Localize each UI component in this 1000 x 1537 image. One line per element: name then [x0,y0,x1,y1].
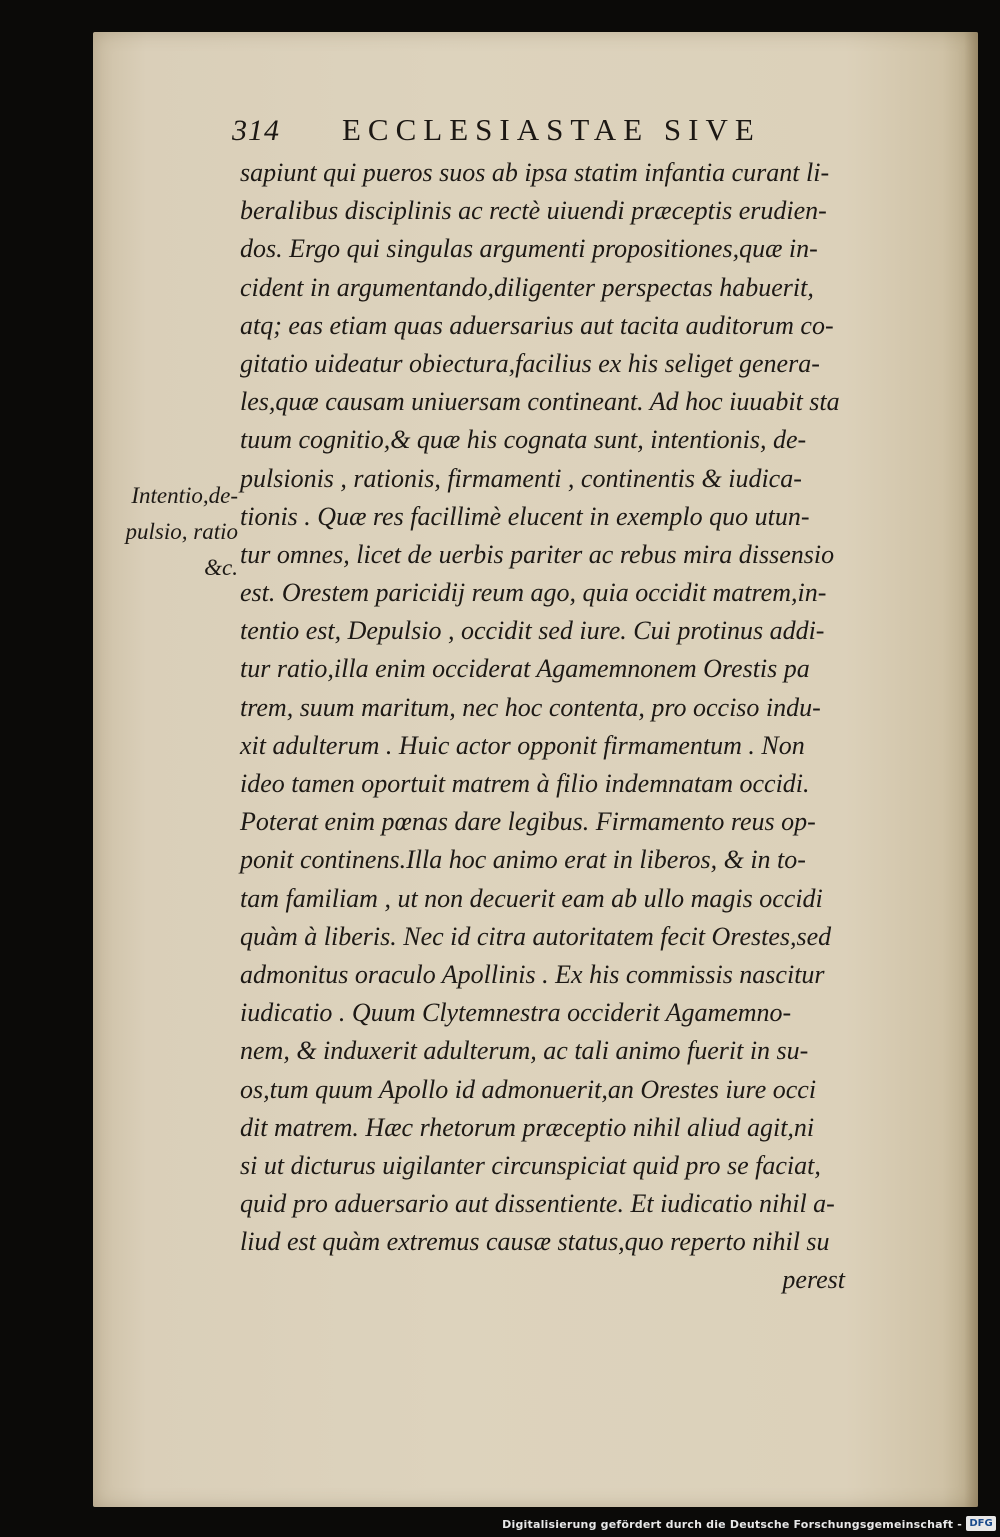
text-line: liud est quàm extremus causæ status,quo reperto nihil su [240,1227,830,1257]
marginal-note-line: Intentio,de- [131,483,238,508]
text-line: iudicatio . Quum Clytemnestra occiderit Agamemno- [240,998,792,1028]
text-line: tuum cognitio,& quæ his cognata sunt, intentionis, de- [240,425,807,455]
dfg-logo-icon: DFG [966,1516,996,1531]
running-head [232,112,812,152]
text-line: atq; eas etiam quas aduersarius aut tacita auditorum co- [240,310,834,340]
text-line: xit adulterum . Huic actor opponit firmamentum . Non [240,730,805,760]
text-line: dos. Ergo qui singulas argumenti propositiones,quæ in- [240,234,818,264]
text-line: pulsionis , rationis, firmamenti , continentis & iudica- [240,463,802,493]
text-line: tur ratio,illa enim occiderat Agamemnonem Orestis pa [240,654,810,684]
text-line: cident in argumentando,diligenter perspectas habuerit, [240,272,814,302]
digitization-credit: Digitalisierung gefördert durch die Deutsche Forschungsgemeinschaft - [502,1518,962,1531]
text-line: si ut dicturus uigilanter circunspiciat quid pro se faciat, [240,1150,821,1180]
text-line: est. Orestem paricidij reum ago, quia occidit matrem,in- [240,578,827,608]
marginal-note-line: &c. [204,555,238,580]
text-line: beralibus disciplinis ac rectè uiuendi præceptis erudien- [240,196,827,226]
text-line: admonitus oraculo Apollinis . Ex his commissis nascitur [240,959,825,989]
text-line: les,quæ causam uniuersam contineant. Ad hoc iuuabit sta [240,387,840,417]
text-line: os,tum quum Apollo id admonuerit,an Orestes iure occi [240,1074,817,1104]
text-line: gitatio uideatur obiectura,facilius ex his seliget genera- [240,348,820,378]
text-line: tionis . Quæ res facillimè elucent in exemplo quo utun- [240,501,810,531]
text-line: trem, suum maritum, nec hoc contenta, pro occiso indu- [240,692,821,722]
text-line: quid pro aduersario aut dissentiente. Et iudicatio nihil a- [240,1189,835,1219]
running-head-title: ECCLESIASTAE SIVE [342,112,761,147]
text-line: tur omnes, licet de uerbis pariter ac rebus mira dissensio [240,539,835,569]
text-line: tam familiam , ut non decuerit eam ab ullo magis occidi [240,883,823,913]
text-line: dit matrem. Hæc rhetorum præceptio nihil aliud agit,ni [240,1112,815,1142]
page-number: 314 [232,114,280,147]
catchword: perest [782,1265,845,1295]
text-line: ideo tamen oportuit matrem à filio indemnatam occidi. [240,769,810,798]
marginal-note-line: pulsio, ratio [125,519,238,544]
text-line: tentio est, Depulsio , occidit sed iure. Cui protinus addi- [240,616,825,646]
marginal-note [88,478,238,586]
text-line: sapiunt qui pueros suos ab ipsa statim infantia curant li- [240,158,830,187]
body-text [240,154,865,1300]
text-line: nem, & induxerit adulterum, ac tali animo fuerit in su- [240,1036,809,1066]
text-line: ponit continens.Illa hoc animo erat in liberos, & in to- [240,845,806,875]
text-line: Poterat enim pœnas dare legibus. Firmamento reus op- [240,807,816,837]
text-line: quàm à liberis. Nec id citra autoritatem fecit Orestes,sed [240,921,832,951]
page-edge-shadow [964,32,978,1507]
